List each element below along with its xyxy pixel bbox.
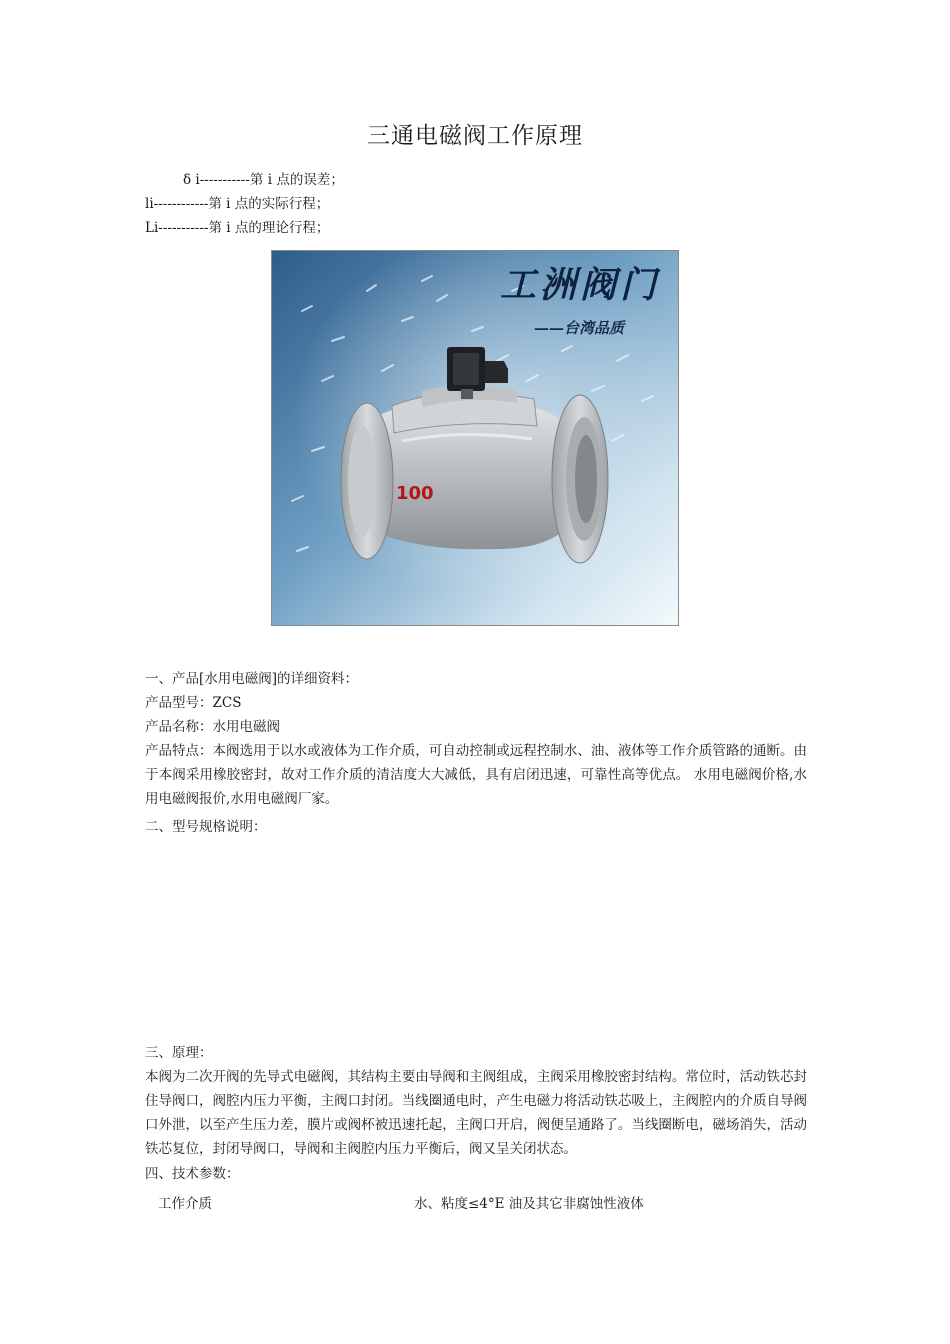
document-title: 三通电磁阀工作原理 bbox=[367, 123, 583, 149]
section3-heading: 三、原理： bbox=[145, 1045, 213, 1061]
logo-text: 工洲阀门 bbox=[500, 264, 661, 306]
definition-error: δ i-----------第 i 点的误差； bbox=[183, 172, 344, 188]
product-name: 产品名称：水用电磁阀 bbox=[145, 719, 280, 735]
solenoid-valve-illustration bbox=[272, 251, 678, 625]
principle-paragraph: 本阀为二次开阀的先导式电磁阀，其结构主要由导阀和主阀组成，主阀采用橡胶密封结构。常位时，活动铁芯封住导阀口，阀腔内压力平衡，主阀口封闭。当线圈通电时，产生电磁力将活动铁芯吸上，主阀腔内的介质自导阀口外泄，以至产生压力差，膜片或阀杯被迅速托起，主阀口开启，阀便呈通路了。当线圈断电，磁场消失，活动铁芯复位，封闭导阀口，导阀和主阀腔内压力平衡后，阀又呈关闭状态。 bbox=[145, 1069, 807, 1157]
product-features: 产品特点：本阀选用于以水或液体为工作介质，可自动控制或远程控制水、油、液体等工作介质管路的通断。由于本阀采用橡胶密封，故对工作介质的清洁度大大减低，具有启闭迅速，可靠性高等优点。 水用电磁阀价格,水用电磁阀报价,水用电磁阀厂家。 bbox=[145, 743, 807, 807]
param-value-medium: 水、粘度≤4°E 油及其它非腐蚀性液体 bbox=[414, 1196, 644, 1212]
section4-heading: 四、技术参数： bbox=[145, 1166, 240, 1182]
section1-heading: 一、产品[水用电磁阀]的详细资料： bbox=[145, 671, 359, 687]
valve-size-marking: 100 bbox=[396, 483, 434, 504]
product-model: 产品型号：ZCS bbox=[145, 695, 242, 711]
section2-heading: 二、型号规格说明： bbox=[145, 819, 267, 835]
definition-theoretical-stroke: Li-----------第 i 点的理论行程； bbox=[145, 220, 330, 236]
param-label-medium: 工作介质 bbox=[158, 1196, 212, 1212]
logo-subtitle: ——台湾品质 bbox=[534, 319, 625, 337]
product-photo bbox=[271, 250, 679, 626]
definition-actual-stroke: li------------第 i 点的实际行程； bbox=[145, 196, 330, 212]
